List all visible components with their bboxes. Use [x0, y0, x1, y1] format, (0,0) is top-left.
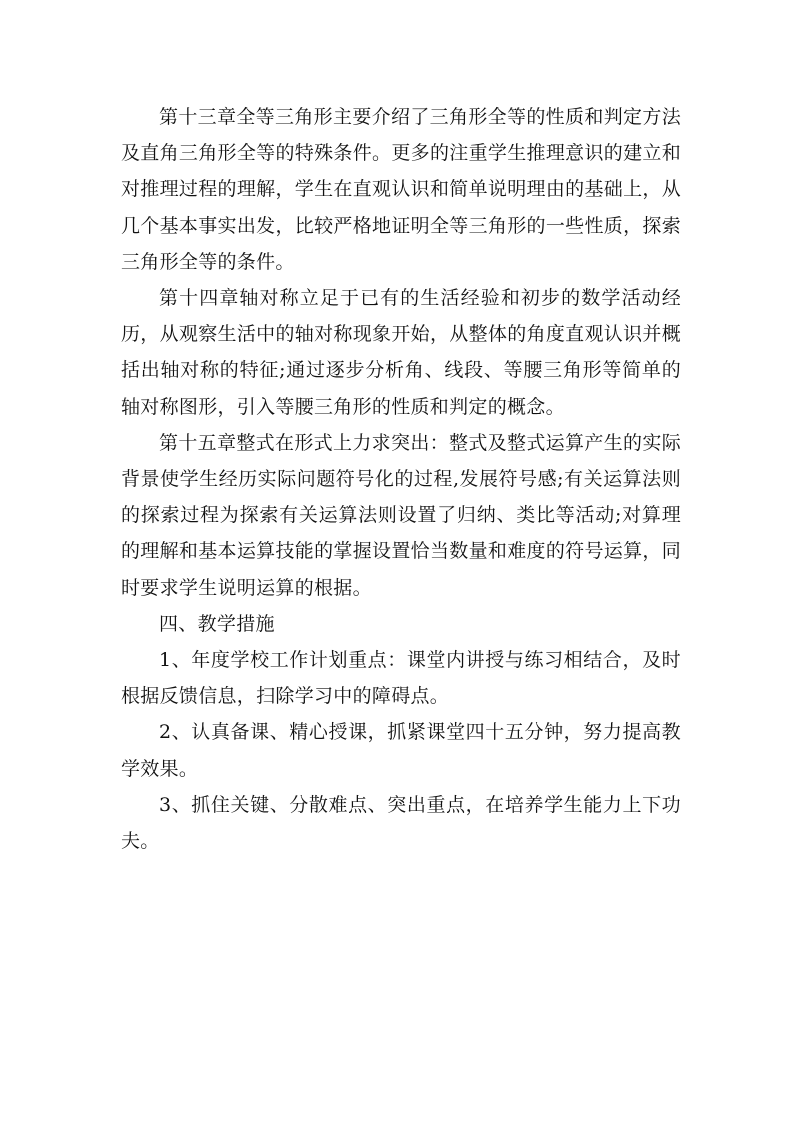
section-heading-teaching-measures: 四、教学措施: [159, 612, 275, 635]
list-item-measure-2: 2、认真备课、精心授课，抓紧课堂四十五分钟，努力提高教学效果。: [121, 721, 681, 780]
paragraph-chapter-13: 第十三章全等三角形主要介绍了三角形全等的性质和判定方法及直角三角形全等的特殊条件。更多的注重学生推理意识的建立和对推理过程的理解，学生在直观认识和简单说明理由的基础上，从几个基本事实出发，比较严格地证明全等三角形的一些性质，探索三角形全等的条件。: [121, 106, 681, 273]
list-item-measure-3: 3、抓住关键、分散难点、突出重点，在培养学生能力上下功夫。: [121, 793, 681, 853]
paragraph-chapter-14: 第十四章轴对称立足于已有的生活经验和初步的数学活动经历，从观察生活中的轴对称现象开始，从整体的角度直观认识并概括出轴对称的特征;通过逐步分析角、线段、等腰三角形等简单的轴对称图形，引入等腰三角形的性质和判定的概念。: [121, 287, 681, 418]
document-body: [121, 99, 681, 859]
paragraph-chapter-15: 第十五章整式在形式上力求突出：整式及整式运算产生的实际背景使学生经历实际问题符号化的过程,发展符号感;有关运算法则的探索过程为探索有关运算法则设置了归纳、类比等活动;对算理的理解和基本运算技能的掌握设置恰当数量和难度的符号运算，同时要求学生说明运算的根据。: [121, 431, 681, 599]
list-item-measure-1: 1、年度学校工作计划重点：课堂内讲授与练习相结合，及时根据反馈信息，扫除学习中的障碍点。: [121, 649, 681, 708]
